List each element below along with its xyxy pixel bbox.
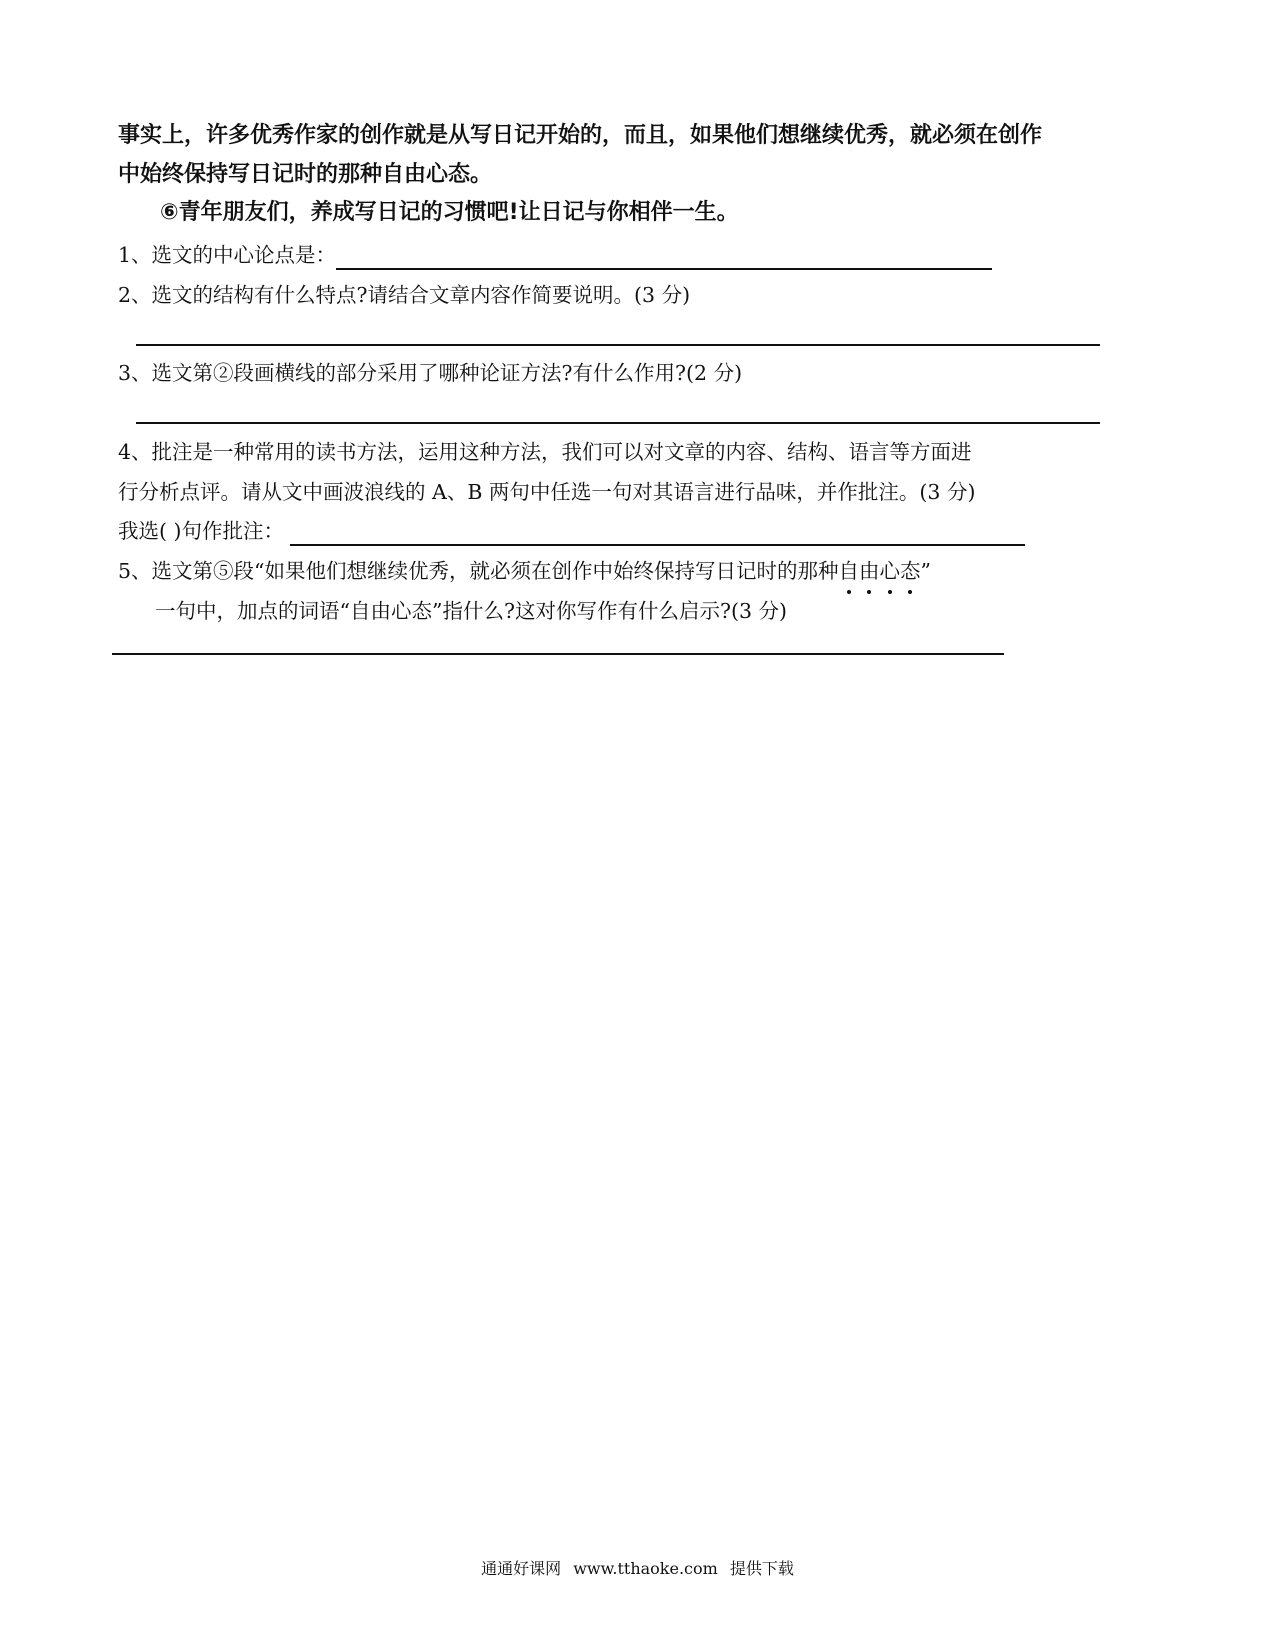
passage-line-3: ⑥青年朋友们，养成写日记的习惯吧!让日记与你相伴一生。 — [160, 200, 739, 225]
question-1-text: 1、选文的中心论点是： — [118, 243, 337, 267]
question-3: 3、选文第②段画横线的部分采用了哪种论证方法?有什么作用?(2 分) — [118, 361, 743, 385]
answer-line-1[interactable] — [336, 244, 992, 270]
question-5-text-post: ” — [920, 559, 932, 583]
answer-line-4[interactable] — [290, 520, 1025, 546]
emphasized-phrase-text: 自由心态 — [838, 559, 921, 583]
answer-line-5[interactable] — [112, 653, 1004, 655]
emphasized-phrase — [839, 556, 921, 586]
passage-line-2: 中始终保持写日记时的那种自由心态。 — [118, 162, 493, 187]
footer-url[interactable]: www.tthaoke.com — [573, 1559, 718, 1578]
page-footer — [0, 1556, 1275, 1579]
answer-line-3[interactable] — [136, 422, 1100, 424]
question-1 — [118, 240, 992, 270]
question-4-line-3 — [118, 516, 1025, 546]
question-5-line-2: 一句中，加点的词语“自由心态”指什么?这对你写作有什么启示?(3 分) — [155, 599, 787, 623]
footer-note: 提供下载 — [729, 1559, 794, 1578]
answer-line-2[interactable] — [136, 344, 1100, 346]
emphasis-dots — [839, 590, 921, 596]
question-5-line-1 — [118, 556, 931, 586]
question-4-choice-text: 我选( )句作批注： — [118, 519, 285, 543]
question-2: 2、选文的结构有什么特点?请结合文章内容作简要说明。(3 分) — [118, 283, 691, 307]
question-5-text-pre: 5、选文第⑤段“如果他们想继续优秀，就必须在创作中始终保持写日记时的那种 — [118, 559, 839, 583]
question-4-line-2: 行分析点评。请从文中画波浪线的 A、B 两句中任选一句对其语言进行品味，并作批注。(3 分) — [118, 480, 976, 504]
footer-site-name: 通通好课网 — [481, 1559, 562, 1578]
passage-line-1: 事实上，许多优秀作家的创作就是从写日记开始的，而且，如果他们想继续优秀，就必须在创作 — [118, 123, 1043, 148]
question-4-line-1: 4、批注是一种常用的读书方法，运用这种方法，我们可以对文章的内容、结构、语言等方面进 — [118, 440, 972, 464]
